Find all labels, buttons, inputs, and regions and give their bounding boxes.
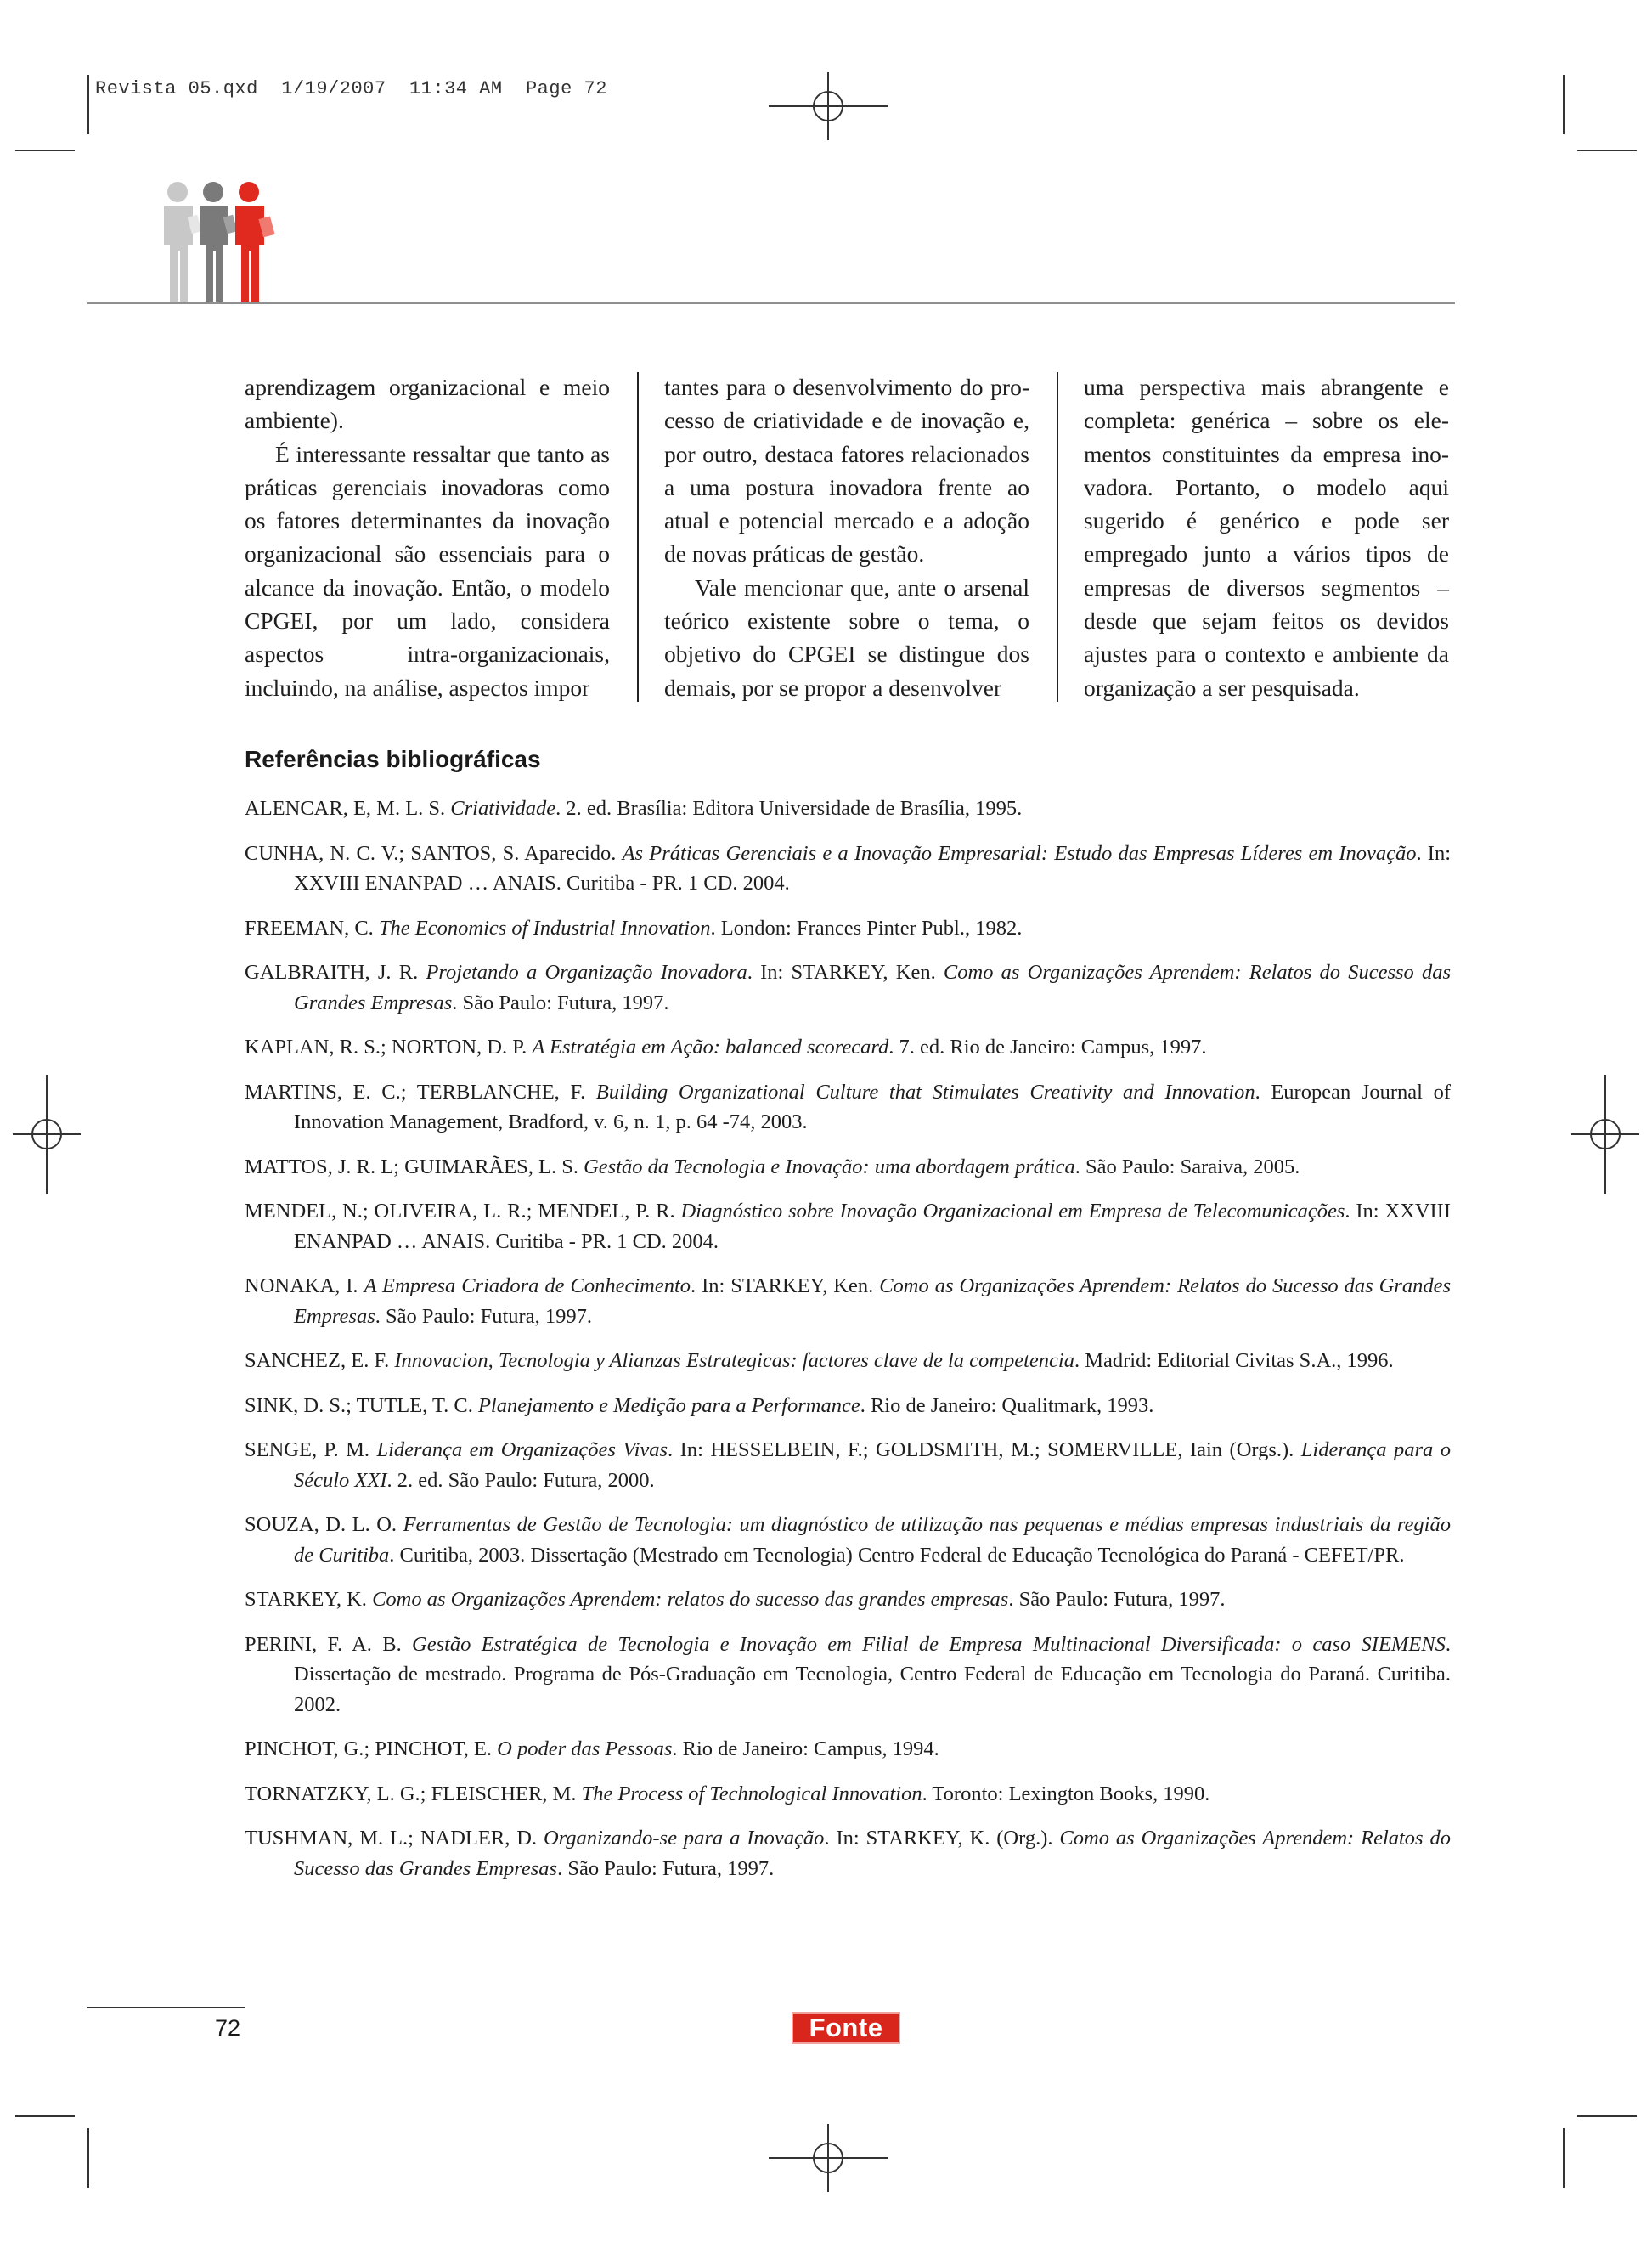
reference-text: . In: STARKEY, Ken. xyxy=(747,961,944,984)
references-heading: Referências bibliográficas xyxy=(245,746,541,772)
reference-text: FREEMAN, C. xyxy=(245,916,379,940)
reference-item xyxy=(245,1152,1451,1183)
reference-item xyxy=(245,1077,1451,1138)
reference-text: GALBRAITH, J. R. xyxy=(245,961,426,984)
reference-title: A Estratégia em Ação: balanced scorecard xyxy=(532,1036,889,1059)
reference-item xyxy=(245,1734,1451,1765)
reference-text: . In: XXVIII ENANPAD … ANAIS. Curitiba - PR. 1 CD. 2004. xyxy=(294,841,1452,895)
column-divider xyxy=(1057,372,1058,702)
reference-item xyxy=(245,1391,1451,1421)
registration-mark-top xyxy=(764,72,892,140)
registration-mark-right xyxy=(1571,1070,1639,1198)
reference-title: Liderança em Organizações Vivas xyxy=(376,1438,668,1461)
reference-text: MARTINS, E. C.; TERBLANCHE, F. xyxy=(245,1080,596,1104)
reference-text: KAPLAN, R. S.; NORTON, D. P. xyxy=(245,1036,533,1059)
reference-item xyxy=(245,957,1451,1018)
reference-title: Gestão Estratégica de Tecnologia e Inovação em Filial de Empresa Multinacional Diversificada: o caso SIEMENS xyxy=(412,1632,1446,1656)
reference-item xyxy=(245,1584,1451,1615)
reference-title: The Economics of Industrial Innovation xyxy=(378,916,711,940)
reference-text: TORNATZKY, L. G.; FLEISCHER, M. xyxy=(245,1782,582,1805)
registration-mark-left xyxy=(13,1070,81,1198)
text-column-3 xyxy=(1084,370,1449,703)
reference-title: Projetando a Organização Inovadora xyxy=(426,961,747,984)
reference-title: As Práticas Gerenciais e a Inovação Empresarial: Estudo das Empresas Líderes em Inovação xyxy=(622,841,1417,865)
reference-text: SINK, D. S.; TUTLE, T. C. xyxy=(245,1393,478,1417)
reference-text: PERINI, F. A. B. xyxy=(245,1632,412,1656)
reference-title: Como as Organizações Aprendem: Relatos do Sucesso das Grandes Empresas xyxy=(294,1827,1452,1880)
reference-title: Innovacion, Tecnologia y Alianzas Estrategicas: factores clave de la competencia xyxy=(394,1349,1074,1372)
reference-text: MENDEL, N.; OLIVEIRA, L. R.; MENDEL, P. R. xyxy=(245,1200,681,1223)
reference-item xyxy=(245,1630,1451,1720)
reference-text: SENGE, P. M. xyxy=(245,1438,377,1461)
reference-text: . Toronto: Lexington Books, 1990. xyxy=(922,1782,1210,1805)
reference-text: SOUZA, D. L. O. xyxy=(245,1513,403,1536)
reference-text: ALENCAR, E, M. L. S. xyxy=(245,797,451,820)
print-slug: Revista 05.qxd 1/19/2007 11:34 AM Page 72 xyxy=(95,78,607,99)
page-number: 72 xyxy=(215,2015,241,2041)
reference-title: Ferramentas de Gestão de Tecnologia: um diagnóstico de utilização nas pequenas e médias empresas industriais da região de Curitiba xyxy=(294,1513,1451,1567)
paragraph: É interessante ressaltar que tanto as práticas gerenciais inovadoras como os fatores determinantes da inovação organizacional são essenciais para o alcance da inovação. Então, o modelo CPGEI, por um lado, considera aspectos intra-organizacionais, incluindo, na análise, aspectos impor xyxy=(245,440,610,701)
reference-title: O poder das Pessoas xyxy=(497,1737,673,1760)
reference-item xyxy=(245,1346,1451,1376)
paragraph: uma perspectiva mais abrangente e completa: genérica – sobre os elementos constituintes da empresa inovadora. Portanto, o modelo aqui sugerido é genérico e pode ser empregado junto a vários tipos de empresas de diversos segmentos – desde que sejam feitos os devidos ajustes para o contexto e ambiente da organização a ser pesquisada. xyxy=(1084,374,1449,701)
reference-title: Liderança para o Século XXI xyxy=(294,1438,1452,1492)
reference-item xyxy=(245,1779,1451,1810)
reference-text: MATTOS, J. R. L; GUIMARÃES, L. S. xyxy=(245,1155,584,1178)
reference-item xyxy=(245,1032,1451,1063)
reference-title: Diagnóstico sobre Inovação Organizacional em Empresa de Telecomunicações xyxy=(680,1200,1345,1223)
reference-list xyxy=(245,794,1451,1898)
reference-text: . 2. ed. São Paulo: Futura, 2000. xyxy=(386,1468,655,1492)
reference-title: Planejamento e Medição para a Performance xyxy=(477,1393,860,1417)
header-rule xyxy=(87,302,1455,304)
reference-text: . Madrid: Editorial Civitas S.A., 1996. xyxy=(1074,1349,1394,1372)
text-column-1 xyxy=(245,370,610,703)
reference-text: . In: STARKEY, Ken. xyxy=(691,1274,880,1297)
reference-title: Como as Organizações Aprendem: Relatos do Sucesso das Grandes Empresas xyxy=(294,1274,1451,1328)
reference-title: A Empresa Criadora de Conhecimento xyxy=(364,1274,691,1297)
registration-mark-bottom xyxy=(764,2124,892,2192)
reference-text: SANCHEZ, E. F. xyxy=(245,1349,395,1372)
reference-item xyxy=(245,1271,1451,1331)
reference-item xyxy=(245,1823,1451,1884)
reference-title: Building Organizational Culture that Stimulates Creativity and Innovation xyxy=(595,1080,1255,1104)
reference-text: STARKEY, K. xyxy=(245,1588,373,1611)
reference-text: . Dissertação de mestrado. Programa de Pós-Graduação em Tecnologia, Centro Federal de Educação em Tecnologia do Paraná. Curitiba. 2002. xyxy=(294,1632,1452,1716)
paragraph: tantes para o desenvolvimento do processo de criatividade e de inovação e, por outro, destaca fatores relacionados a uma postura inovadora frente ao atual e potencial mercado e a adoção de novas práticas de gestão. xyxy=(664,374,1029,568)
reference-item xyxy=(245,794,1451,824)
reference-text: . São Paulo: Futura, 1997. xyxy=(1008,1588,1226,1611)
reference-item xyxy=(245,1435,1451,1495)
reference-text: . In: HESSELBEIN, F.; GOLDSMITH, M.; SOMERVILLE, Iain (Orgs.). xyxy=(668,1438,1301,1461)
footer-rule xyxy=(87,2007,245,2008)
text-column-2 xyxy=(664,370,1029,703)
reference-text: . London: Frances Pinter Publ., 1982. xyxy=(710,916,1023,940)
body-text-columns xyxy=(245,370,1451,703)
reference-text: . European Journal of Innovation Management, Bradford, v. 6, n. 1, p. 64 -74, 2003. xyxy=(294,1080,1452,1133)
reference-item xyxy=(245,1196,1451,1257)
reference-text: . Rio de Janeiro: Qualitmark, 1993. xyxy=(860,1393,1154,1417)
reference-item xyxy=(245,913,1451,944)
three-people-figures-icon xyxy=(157,180,285,303)
column-divider xyxy=(637,372,639,702)
reference-item xyxy=(245,839,1451,899)
reference-title: Organizando-se para a Inovação xyxy=(543,1827,825,1850)
reference-title: Gestão da Tecnologia e Inovação: uma abordagem prática xyxy=(584,1155,1075,1178)
journal-logo-badge: Fonte xyxy=(792,2012,900,2044)
reference-item xyxy=(245,1510,1451,1570)
reference-text: . Curitiba, 2003. Dissertação (Mestrado em Tecnologia) Centro Federal de Educação Tecnológica do Paraná - CEFET/PR. xyxy=(389,1543,1405,1567)
reference-title: Como as Organizações Aprendem: relatos do sucesso das grandes empresas xyxy=(372,1588,1009,1611)
reference-text: CUNHA, N. C. V.; SANTOS, S. Aparecido. xyxy=(245,841,623,865)
reference-text: . 2. ed. Brasília: Editora Universidade de Brasília, 1995. xyxy=(555,797,1023,820)
paragraph: Vale mencionar que, ante o arsenal teórico existente sobre o tema, o objetivo do CPGEI se distingue dos demais, por se propor a desenvolver xyxy=(664,573,1029,701)
reference-text: . São Paulo: Futura, 1997. xyxy=(557,1856,775,1880)
reference-text: TUSHMAN, M. L.; NADLER, D. xyxy=(245,1827,544,1850)
reference-text: . São Paulo: Futura, 1997. xyxy=(452,991,669,1014)
reference-text: . São Paulo: Futura, 1997. xyxy=(375,1304,592,1328)
reference-title: Como as Organizações Aprendem: Relatos do Sucesso das Grandes Empresas xyxy=(294,961,1452,1014)
reference-title: Criatividade xyxy=(450,797,556,820)
paragraph: aprendizagem organizacional e meio ambiente). xyxy=(245,374,610,434)
reference-text: . Rio de Janeiro: Campus, 1994. xyxy=(672,1737,939,1760)
reference-text: . São Paulo: Saraiva, 2005. xyxy=(1074,1155,1300,1178)
reference-text: NONAKA, I. xyxy=(245,1274,364,1297)
reference-title: The Process of Technological Innovation xyxy=(581,1782,922,1805)
reference-text: . In: XXVIII ENANPAD … ANAIS. Curitiba - PR. 1 CD. 2004. xyxy=(294,1200,1452,1253)
reference-text: . 7. ed. Rio de Janeiro: Campus, 1997. xyxy=(888,1036,1207,1059)
reference-text: . In: STARKEY, K. (Org.). xyxy=(824,1827,1060,1850)
reference-text: PINCHOT, G.; PINCHOT, E. xyxy=(245,1737,498,1760)
